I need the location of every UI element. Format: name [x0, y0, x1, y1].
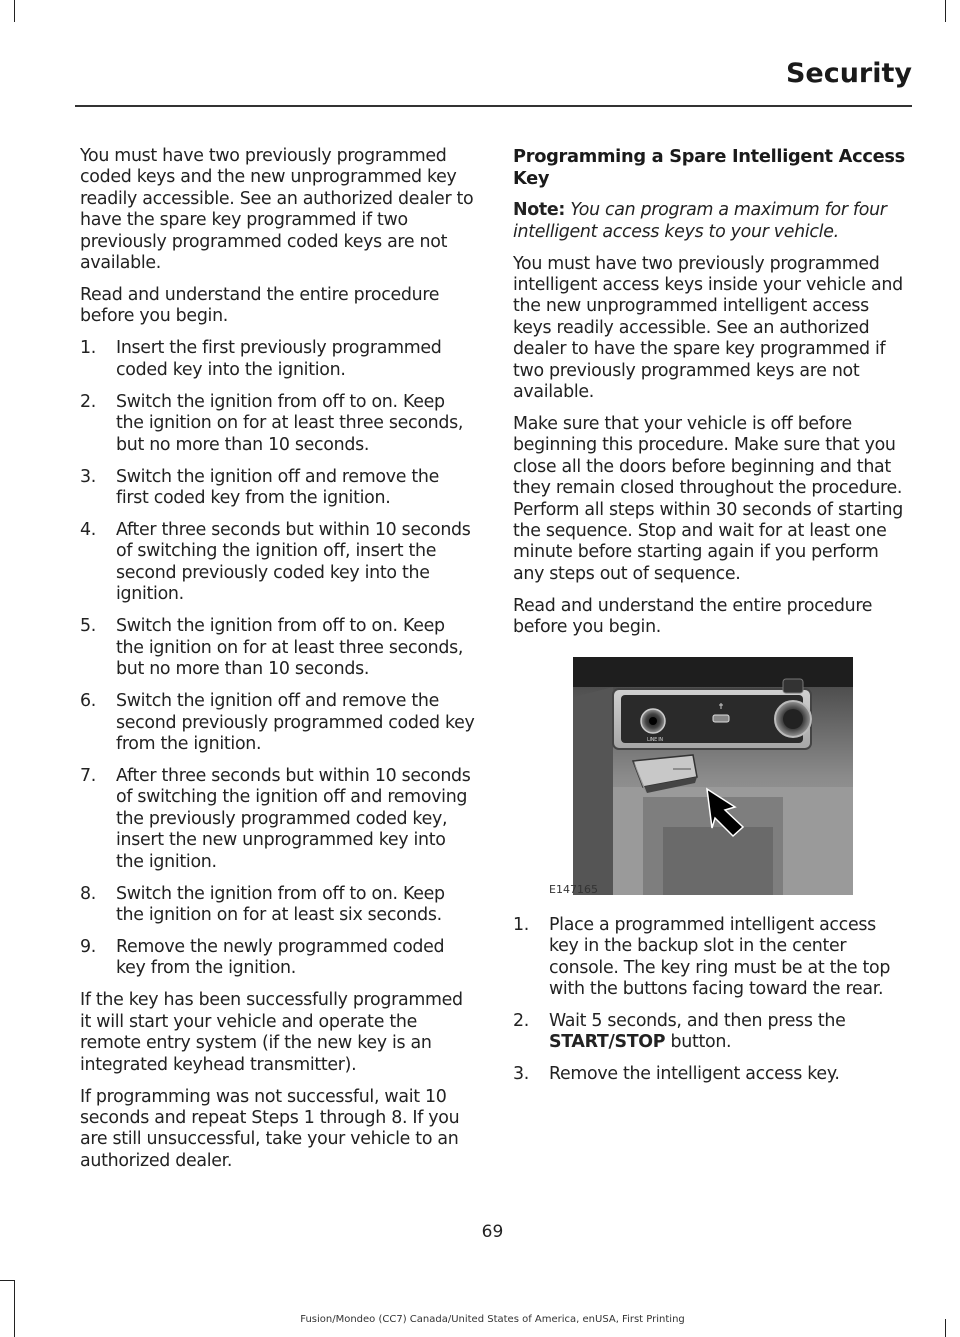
step-number: 8.: [80, 883, 96, 904]
console-backup-slot-figure: [549, 657, 853, 897]
step-number: 6.: [80, 691, 96, 712]
figure-caption: E147165: [549, 883, 598, 897]
step-text: Wait 5 seconds, and then press the: [549, 1010, 846, 1031]
step-item: [80, 691, 476, 755]
step-text: Switch the ignition from off to on. Keep the ignition on for at least three seconds, but no more than 10 seconds.: [116, 616, 464, 680]
line-in-port-label: LINE IN: [647, 736, 663, 743]
body-paragraph: You must have two previously programmed intelligent access keys inside your vehicle and the new unprogrammed intelligent access keys readily accessible. See an authorized dealer to have the spare key programmed if two previously programmed keys are not available.: [513, 253, 903, 403]
step-number: 2.: [80, 391, 96, 412]
step-text: button.: [665, 1032, 732, 1053]
right-column: [513, 146, 909, 1096]
publication-footer: Fusion/Mondeo (CC7) Canada/United States of America, enUSA, First Printing: [300, 1314, 685, 1325]
step-item: [513, 1064, 909, 1085]
step-number: 5.: [80, 616, 96, 637]
page-number: 69: [481, 1222, 504, 1242]
step-item: [80, 467, 476, 510]
intro-paragraph: You must have two previously programmed coded keys and the new unprogrammed key readily accessible. See an authorized dealer to have the spare key programmed if two previously programmed coded keys are not available.: [80, 146, 474, 274]
console-illustration: [573, 657, 853, 895]
crop-mark-bottom-left-v: [14, 1280, 15, 1337]
step-item: [80, 937, 476, 980]
step-text: After three seconds but within 10 seconds of switching the ignition off and removing the previously programmed coded key, insert the new unprogrammed key into the ignition.: [116, 765, 471, 872]
note: [513, 200, 909, 243]
step-text: Switch the ignition from off to on. Keep the ignition on for at least six seconds.: [116, 883, 445, 925]
step-number: 1.: [513, 914, 529, 935]
page-title: Security: [785, 58, 912, 89]
coded-key-steps: [80, 338, 476, 979]
step-text: Insert the first previously programmed coded key into the ignition.: [116, 338, 442, 380]
section-heading: Programming a Spare Intelligent Access Key: [513, 146, 905, 189]
step-item: [80, 616, 476, 680]
intro-paragraph: Read and understand the entire procedure before you begin.: [80, 285, 440, 327]
step-item: [80, 338, 476, 381]
step-text: Remove the newly programmed coded key from the ignition.: [116, 936, 445, 979]
outro-paragraph: If the key has been successfully programmed it will start your vehicle and operate the remote entry system (if the new key is an integrated keyhead transmitter).: [80, 990, 463, 1075]
step-number: 2.: [513, 1010, 529, 1031]
step-text: Switch the ignition off and remove the second previously programmed coded key from the ignition.: [116, 691, 475, 754]
start-stop-label: START/STOP: [549, 1032, 666, 1053]
outro-paragraph: If programming was not successful, wait 10 seconds and repeat Steps 1 through 8. If you are still unsuccessful, take your vehicle to an authorized dealer.: [80, 1086, 460, 1171]
step-item: [80, 520, 476, 606]
step-item: [80, 392, 476, 456]
step-number: 1.: [80, 338, 96, 359]
step-text: Switch the ignition off and remove the first coded key from the ignition.: [116, 466, 440, 509]
left-column: [80, 146, 476, 1183]
intelligent-key-steps: [513, 915, 909, 1086]
step-item: [513, 1011, 909, 1054]
step-item: [80, 884, 476, 927]
note-label: Note:: [513, 200, 566, 221]
step-text: Place a programmed intelligent access key in the backup slot in the center console. The key ring must be at the top with the buttons facing toward the rear.: [549, 914, 891, 999]
step-number: 7.: [80, 765, 96, 786]
body-paragraph: Make sure that your vehicle is off before beginning this procedure. Make sure that you close all the doors before beginning and that they remain closed throughout the procedure. Perform all steps within 30 seconds of starting the sequence. Stop and wait for at least one minute before starting again if you perform any steps out of sequence.: [513, 414, 903, 584]
crop-mark-top-left-v: [14, 0, 15, 22]
step-item: [513, 915, 909, 1001]
step-number: 3.: [80, 466, 96, 487]
step-number: 4.: [80, 520, 96, 541]
body-paragraph: Read and understand the entire procedure before you begin.: [513, 595, 873, 638]
step-number: 9.: [80, 936, 96, 957]
note-text: You can program a maximum for four intelligent access keys to your vehicle.: [513, 200, 887, 242]
step-number: 3.: [513, 1064, 529, 1085]
step-item: [80, 766, 476, 873]
step-text: Remove the intelligent access key.: [549, 1064, 840, 1085]
step-text: Switch the ignition from off to on. Keep the ignition on for at least three seconds, but no more than 10 seconds.: [116, 391, 464, 455]
crop-mark-bottom-left-h: [0, 1280, 14, 1281]
step-text: After three seconds but within 10 seconds of switching the ignition off, insert the second previously coded key into the ignition.: [116, 520, 471, 605]
crop-mark-top-right-v: [945, 0, 946, 22]
header-divider: [75, 105, 912, 107]
